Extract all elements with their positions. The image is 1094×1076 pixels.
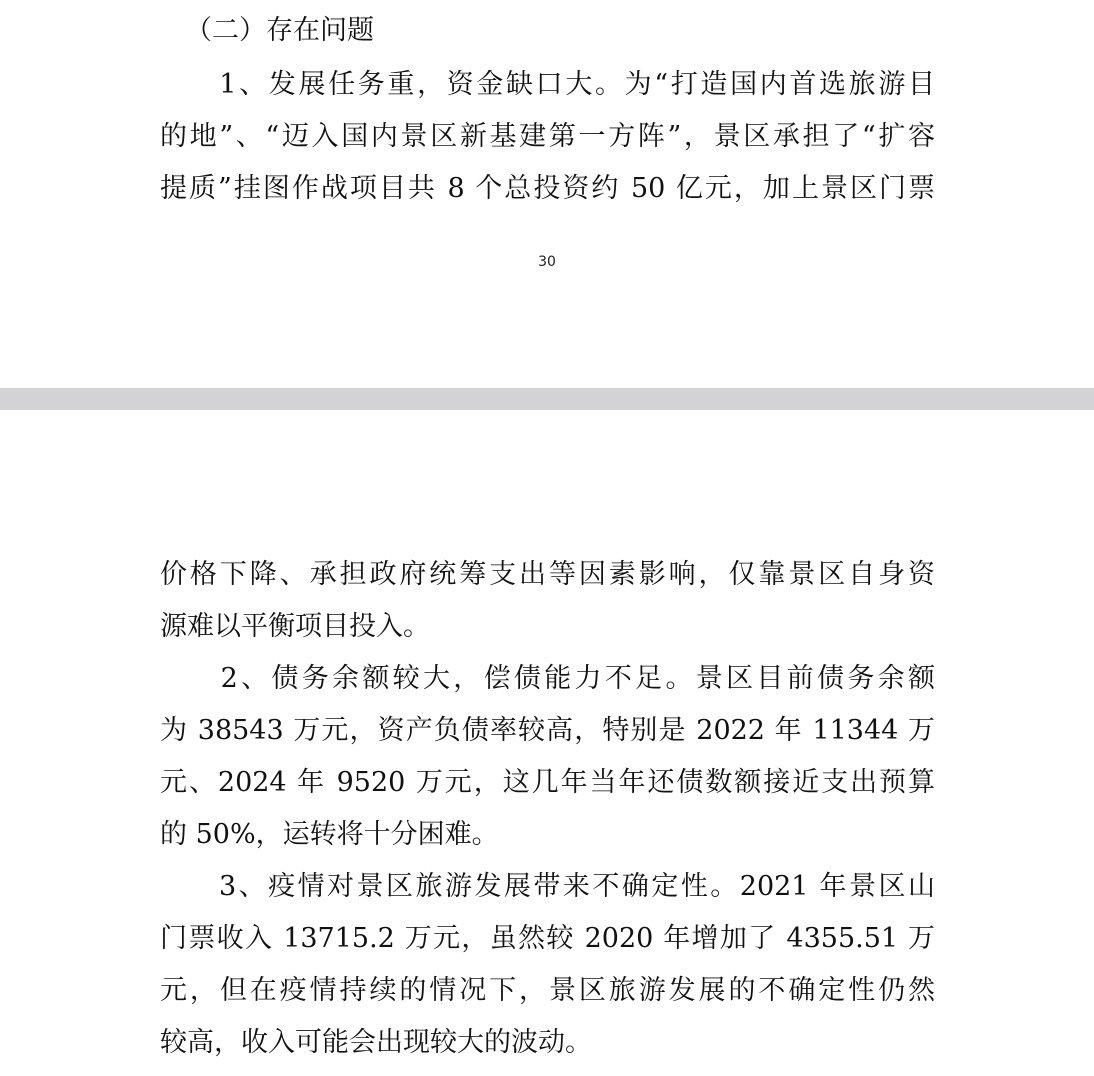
paragraph-line: 源难以平衡项目投入。 [160, 611, 430, 642]
paragraph-line: 1、发展任务重，资金缺口大。为“打造国内首选旅游目 [160, 69, 935, 100]
paragraph-line: 门票收入 13715.2 万元，虽然较 2020 年增加了 4355.51 万 [160, 923, 935, 954]
section-heading: （二）存在问题 [185, 15, 374, 46]
document-page-31 [0, 410, 1094, 1076]
paragraph-line: 提质”挂图作战项目共 8 个总投资约 50 亿元，加上景区门票 [160, 173, 935, 204]
paragraph-line: 的地”、“迈入国内景区新基建第一方阵”，景区承担了“扩容 [160, 121, 935, 152]
page-number: 30 [538, 254, 556, 270]
paragraph-line: 元、2024 年 9520 万元，这几年当年还债数额接近支出预算 [160, 767, 935, 798]
paragraph-line: 2、债务余额较大，偿债能力不足。景区目前债务余额 [160, 663, 935, 694]
paragraph-line: 较高，收入可能会出现较大的波动。 [160, 1027, 592, 1058]
paragraph-line: 3、疫情对景区旅游发展带来不确定性。2021 年景区山 [160, 871, 935, 902]
page-separator [0, 388, 1094, 410]
paragraph-line: 为 38543 万元，资产负债率较高，特别是 2022 年 11344 万 [160, 715, 935, 746]
document-page-30 [0, 0, 1094, 388]
paragraph-line: 的 50%，运转将十分困难。 [160, 819, 499, 850]
paragraph-line: 元，但在疫情持续的情况下，景区旅游发展的不确定性仍然 [160, 975, 935, 1006]
paragraph-line: 价格下降、承担政府统筹支出等因素影响，仅靠景区自身资 [160, 559, 935, 590]
